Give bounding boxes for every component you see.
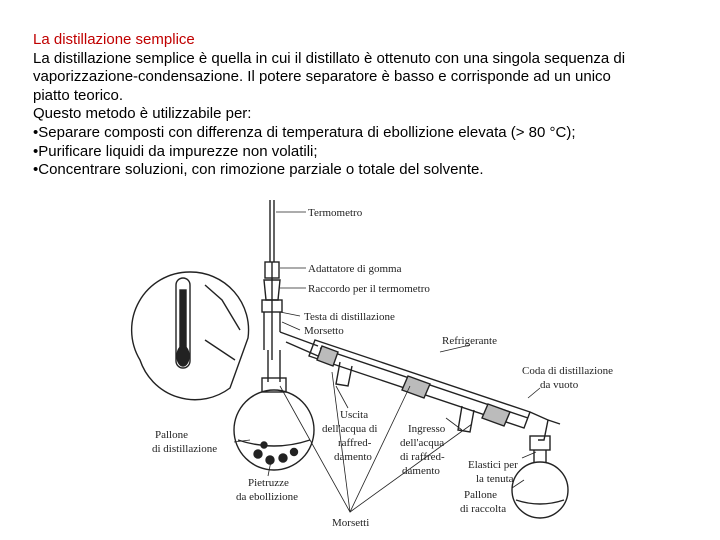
label-ingresso-4: damento xyxy=(402,465,440,477)
label-pallone-racc-2: di raccolta xyxy=(460,503,507,515)
distillation-apparatus-figure xyxy=(120,196,620,540)
label-pietruzze-1: Pietruzze xyxy=(248,477,289,489)
label-pietruzze-2: da ebollizione xyxy=(236,491,299,503)
slide-title: La distillazione semplice xyxy=(33,31,195,48)
paragraph-line-3: piatto teorico. xyxy=(33,86,124,104)
label-morsetto: Morsetto xyxy=(304,325,344,337)
label-uscita-4: damento xyxy=(334,451,372,463)
label-morsetti: Morsetti xyxy=(332,517,370,529)
label-pallone-racc-1: Pallone xyxy=(464,489,497,501)
bullet-2: •Purificare liquidi da impurezze non volatili; xyxy=(33,142,318,160)
vacuum-adapter xyxy=(530,412,560,450)
slide-text xyxy=(33,31,693,180)
figure-labels xyxy=(152,207,613,529)
label-pallone-dist-1: Pallone xyxy=(155,429,188,441)
label-ingresso-2: dell'acqua xyxy=(400,437,445,449)
label-coda-2: da vuoto xyxy=(540,379,579,391)
bullet-3: •Concentrare soluzioni, con rimozione parziale o totale del solvente. xyxy=(33,161,484,179)
label-uscita-1: Uscita xyxy=(340,409,369,421)
intro-line: Questo metodo è utilizzabile per: xyxy=(33,105,252,123)
label-refrigerante: Refrigerante xyxy=(442,335,497,347)
thermometer-zoom-inset xyxy=(132,272,249,400)
paragraph-line-1: La distillazione semplice è quella in cui il distillato è ottenuto con una singola sequenza di xyxy=(33,49,626,67)
condenser xyxy=(280,332,530,432)
label-elastici-1: Elastici per xyxy=(468,459,518,471)
paragraph-line-2: vaporizzazione-condensazione. Il potere separatore è basso e corrisponde ad un unico xyxy=(33,68,611,86)
label-uscita-3: raffred- xyxy=(338,437,372,449)
label-elastici-2: la tenuta xyxy=(476,473,514,485)
receiving-flask xyxy=(512,462,568,518)
label-coda-1: Coda di distillazione xyxy=(522,365,614,377)
label-raccordo: Raccordo per il termometro xyxy=(308,283,430,295)
label-uscita-2: dell'acqua di xyxy=(322,423,378,435)
distillation-apparatus-drawing xyxy=(120,196,620,540)
flask-neck xyxy=(268,350,280,382)
label-ingresso-3: di raffred- xyxy=(400,451,445,463)
label-termometro: Termometro xyxy=(308,207,363,219)
bullet-1: •Separare composti con differenza di temperatura di ebollizione elevata (> 80 °C); xyxy=(33,123,576,141)
label-pallone-dist-2: di distillazione xyxy=(152,443,218,455)
label-ingresso-1: Ingresso xyxy=(408,423,446,435)
label-adattatore: Adattatore di gomma xyxy=(308,263,402,275)
label-testa: Testa di distillazione xyxy=(304,311,395,323)
